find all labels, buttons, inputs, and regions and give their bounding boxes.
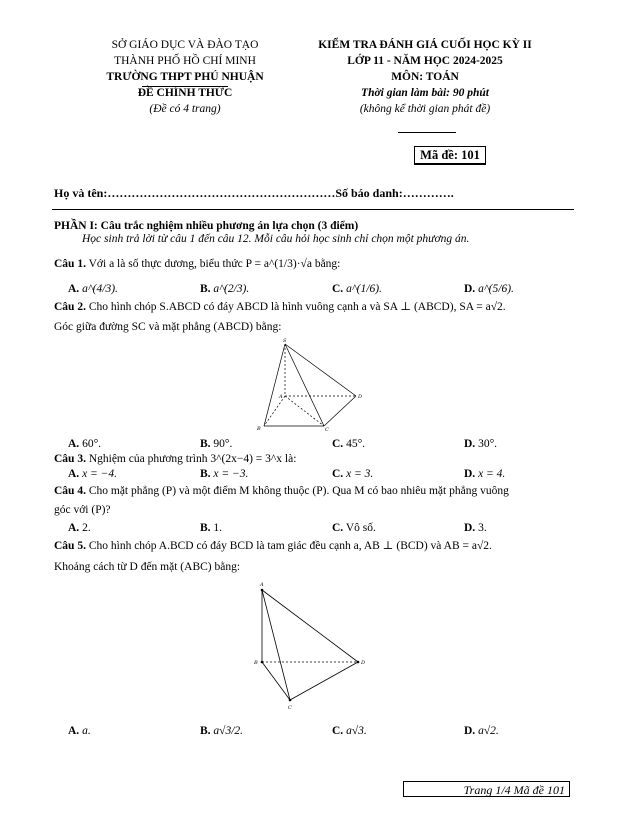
- header-left: [70, 37, 300, 117]
- q5-label: Câu 5.: [54, 540, 86, 552]
- student-info-line[interactable]: Họ và tên:…………………………………………………Số báo danh:………….: [54, 186, 454, 200]
- label-s: S: [283, 338, 287, 344]
- q2-option-c[interactable]: C. 45°.: [332, 438, 366, 450]
- q1-text: Với a là số thực dương, biểu thức P = a^(1/3)·√a bằng:: [88, 258, 341, 270]
- q3-option-b[interactable]: B. x = −3.: [200, 468, 249, 480]
- q1-option-a[interactable]: A. a^(4/3).: [68, 283, 118, 295]
- page-footer: Trang 1/4 Mã đề 101: [403, 781, 570, 797]
- q3-option-d[interactable]: D. x = 4.: [464, 468, 506, 480]
- label-d: D: [361, 660, 366, 666]
- question-1: [54, 257, 340, 272]
- q2-text-cont: Góc giữa đường SC và mặt phẳng (ABCD) bằng:: [54, 321, 282, 333]
- official-label: ĐỀ CHÍNH THỨC: [137, 87, 233, 99]
- time-underline: [398, 132, 456, 133]
- edge-ac: [262, 590, 290, 700]
- q3-text: Nghiệm của phương trình 3^(2x−4) = 3^x là:: [88, 453, 297, 465]
- city-name: THÀNH PHỐ HỒ CHÍ MINH: [114, 55, 256, 67]
- label-a: A: [279, 394, 283, 400]
- edge-sb: [264, 344, 285, 426]
- pyramid-sabcd-figure: [252, 336, 372, 436]
- edge-ad: [262, 590, 358, 662]
- label-b: B: [257, 426, 261, 432]
- q2-label: Câu 2.: [54, 301, 86, 313]
- exam-time: Thời gian làm bài: 90 phút: [361, 87, 489, 99]
- q3-option-c[interactable]: C. x = 3.: [332, 468, 374, 480]
- q1-option-b[interactable]: B. a^(2/3).: [200, 283, 250, 295]
- q4-text: Cho mặt phẳng (P) và một điểm M không thuộc (P). Qua M có bao nhiêu mặt phẳng vuông: [88, 485, 509, 497]
- subject: MÔN: TOÁN: [391, 71, 459, 83]
- q4-option-c[interactable]: C. Vô số.: [332, 522, 376, 534]
- dept-name: SỞ GIÁO DỤC VÀ ĐÀO TẠO: [111, 39, 259, 51]
- tetrahedron-abcd-figure: [250, 580, 370, 712]
- question-4: [54, 484, 509, 499]
- edge-bc: [262, 662, 290, 700]
- header-right: [290, 37, 560, 117]
- label-c: C: [288, 705, 292, 711]
- label-a: A: [260, 582, 264, 588]
- q5-option-a[interactable]: A. a.: [68, 725, 91, 737]
- q1-label: Câu 1.: [54, 258, 86, 270]
- edge-ab: [264, 396, 285, 426]
- q2-option-b[interactable]: B. 90°.: [200, 438, 233, 450]
- q5-option-d[interactable]: D. a√2.: [464, 725, 499, 737]
- edge-cd: [324, 396, 356, 426]
- grade-year: LỚP 11 - NĂM HỌC 2024-2025: [347, 55, 503, 67]
- q2-option-d[interactable]: D. 30°.: [464, 438, 498, 450]
- question-3: [54, 452, 296, 467]
- separator: [52, 209, 574, 210]
- question-5: [54, 539, 492, 554]
- q4-text-cont: góc với (P)?: [54, 504, 111, 516]
- school-name: TRƯỜNG THPT PHÚ NHUẬN: [106, 71, 264, 83]
- q2-text: Cho hình chóp S.ABCD có đáy ABCD là hình vuông cạnh a và SA ⊥ (ABCD), SA = a√2.: [88, 301, 506, 313]
- q5-option-b[interactable]: B. a√3/2.: [200, 725, 244, 737]
- q3-label: Câu 3.: [54, 453, 86, 465]
- q1-option-c[interactable]: C. a^(1/6).: [332, 283, 382, 295]
- edge-sc: [285, 344, 324, 426]
- exam-code-box: Mã đề: 101: [414, 146, 486, 165]
- q4-option-b[interactable]: B. 1.: [200, 522, 223, 534]
- q5-text-cont: Khoảng cách từ D đến mặt (ABC) bằng:: [54, 561, 241, 573]
- q5-option-c[interactable]: C. a√3.: [332, 725, 367, 737]
- part1-title: PHẦN I: Câu trắc nghiệm nhiều phương án lựa chọn (3 điểm): [54, 220, 359, 232]
- q4-option-d[interactable]: D. 3.: [464, 522, 487, 534]
- q4-option-a[interactable]: A. 2.: [68, 522, 91, 534]
- edge-cd: [290, 662, 358, 700]
- time-note: (không kể thời gian phát đề): [359, 103, 491, 115]
- q1-option-d[interactable]: D. a^(5/6).: [464, 283, 514, 295]
- label-b: B: [254, 660, 258, 666]
- part1-instruction: Học sinh trả lời từ câu 1 đến câu 12. Mỗi câu hỏi học sinh chỉ chọn một phương án.: [82, 233, 470, 245]
- label-c: C: [325, 427, 329, 433]
- exam-title: KIỂM TRA ĐÁNH GIÁ CUỐI HỌC KỲ II: [318, 39, 532, 51]
- question-2: [54, 300, 506, 315]
- q2-option-a[interactable]: A. 60°.: [68, 438, 102, 450]
- diag-ac: [285, 396, 324, 426]
- edge-sd: [285, 344, 356, 396]
- school-underline: [142, 86, 228, 87]
- q3-option-a[interactable]: A. x = −4.: [68, 468, 118, 480]
- label-d: D: [358, 394, 363, 400]
- page-count: (Đề có 4 trang): [149, 103, 221, 115]
- q4-label: Câu 4.: [54, 485, 86, 497]
- q5-text: Cho hình chóp A.BCD có đáy BCD là tam giác đều cạnh a, AB ⊥ (BCD) và AB = a√2.: [88, 540, 492, 552]
